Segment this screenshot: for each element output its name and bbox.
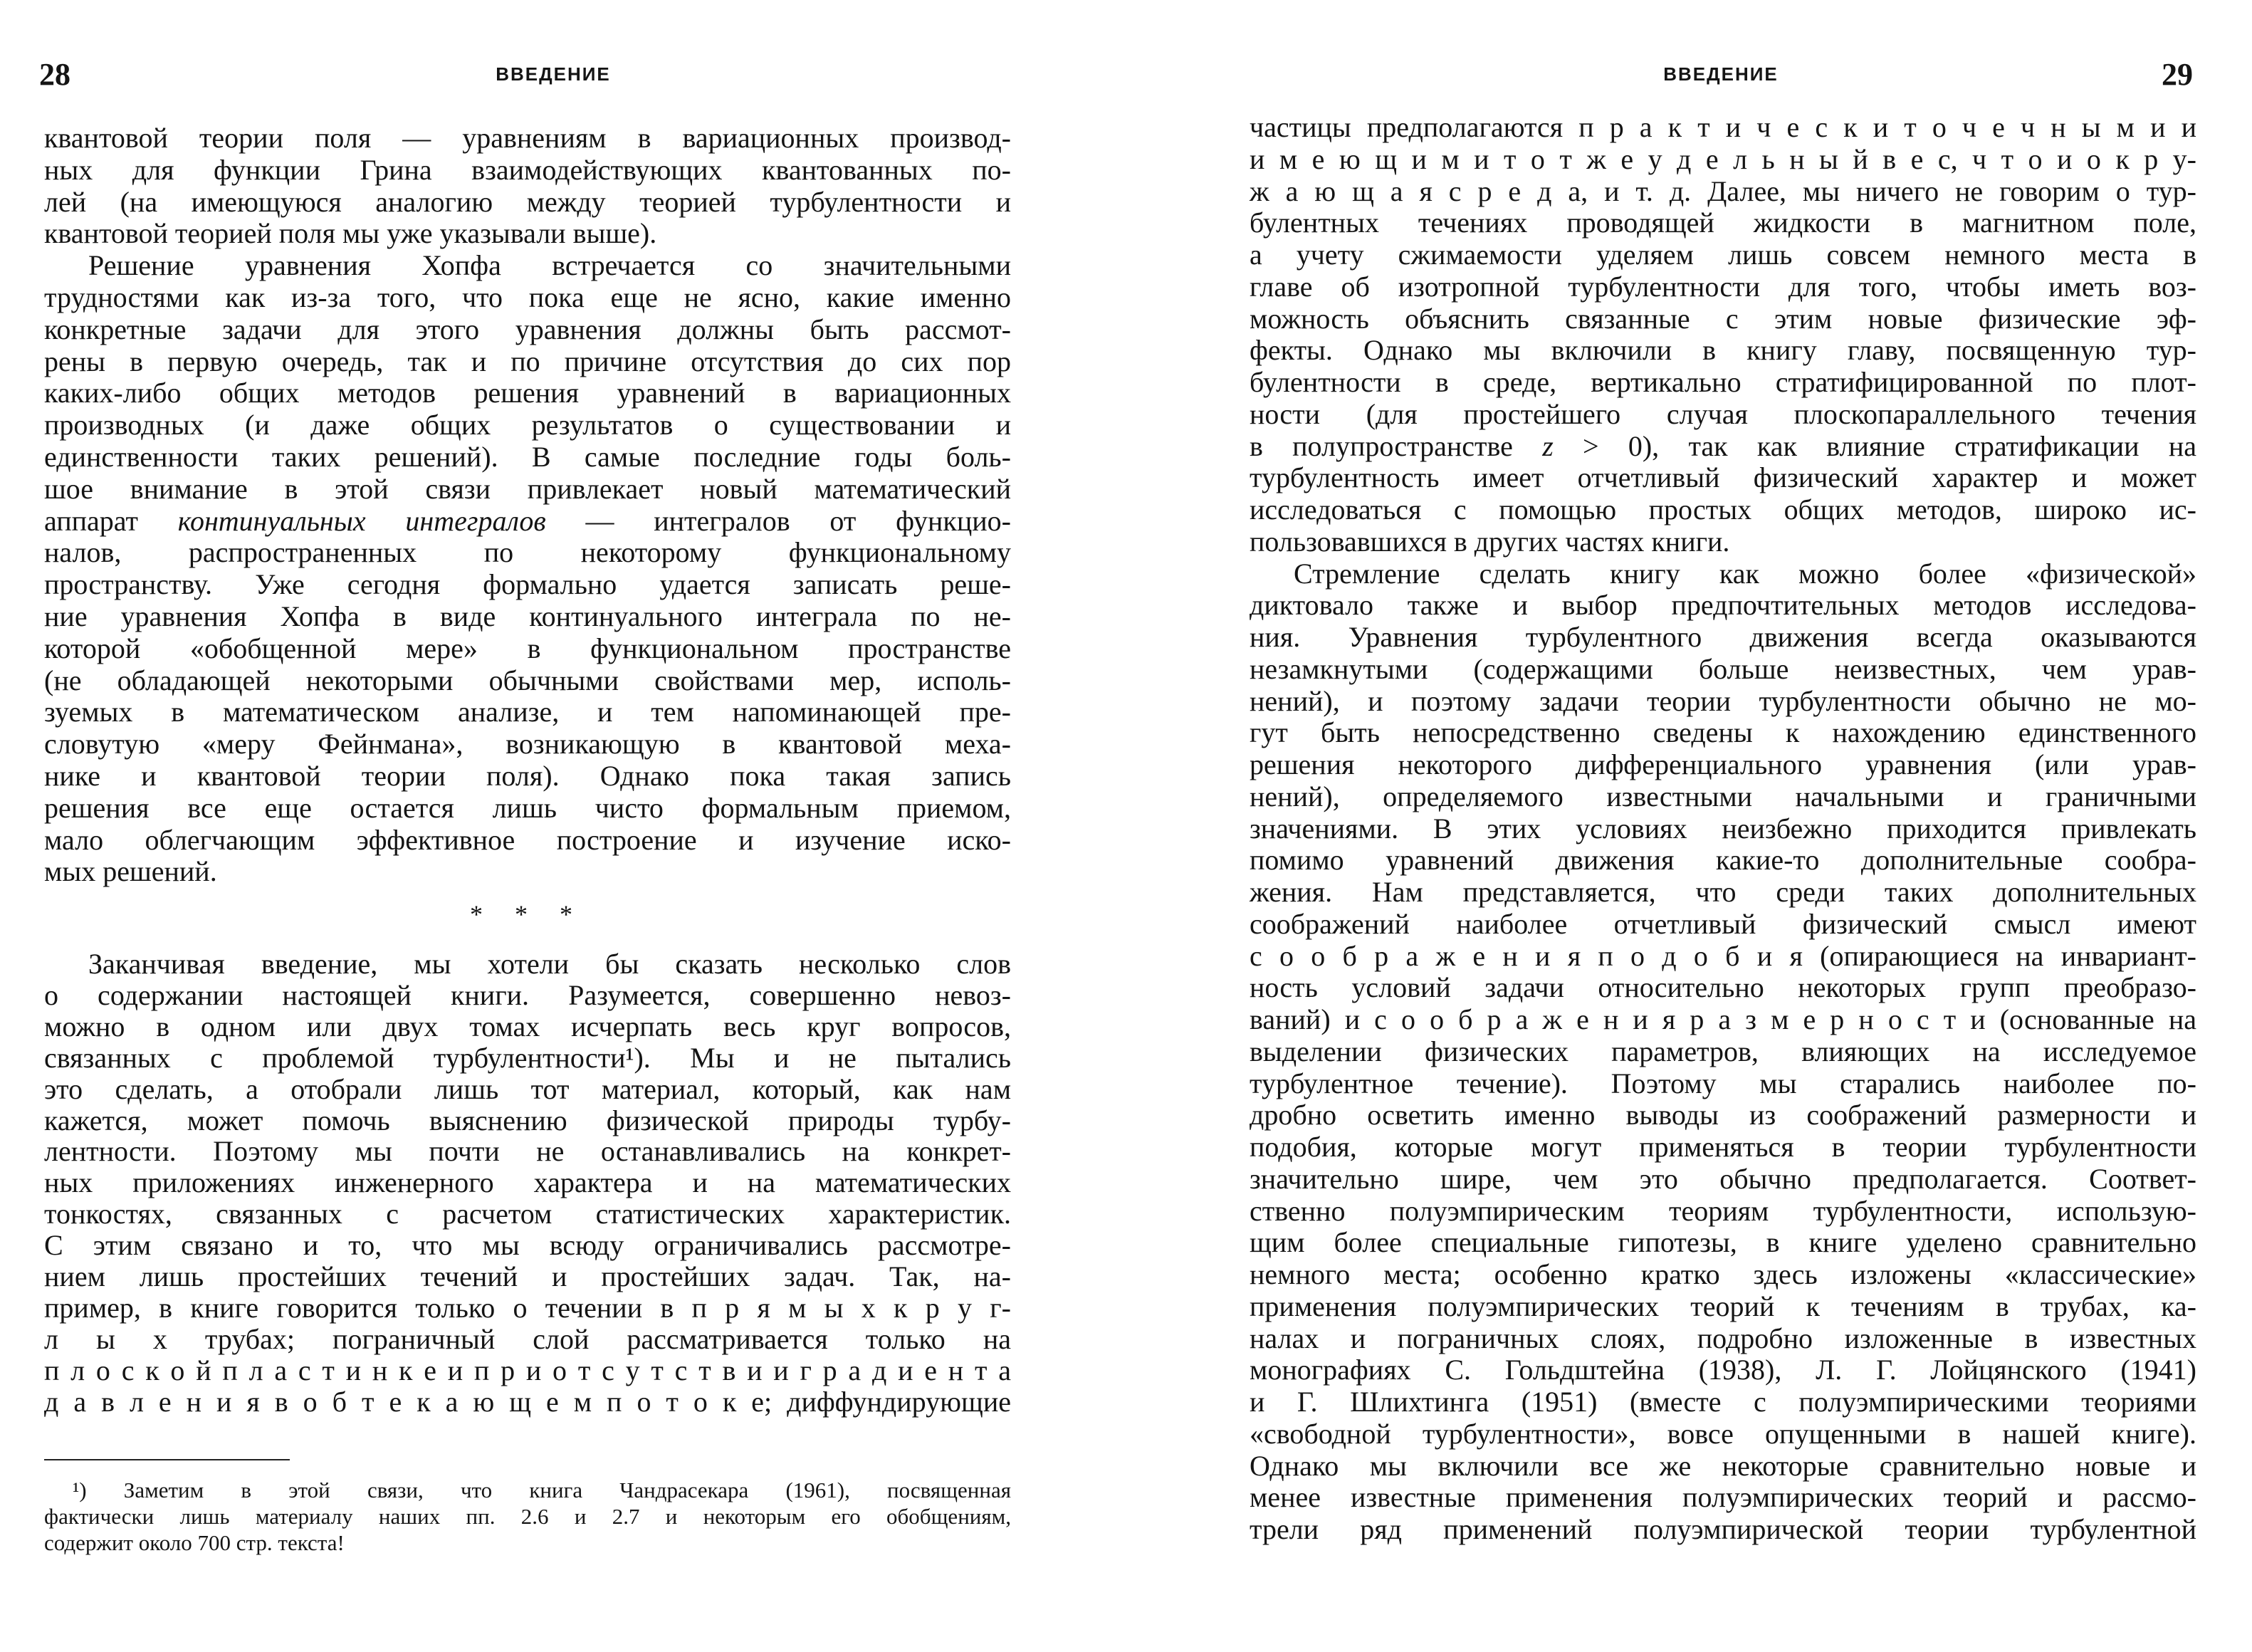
text-segment: — интегралов от функцио- <box>545 504 1011 537</box>
text-line: которой «обобщенной мере» в функциональном пространстве <box>44 632 1011 664</box>
text-line: о содержании настоящей книги. Разумеется, совершенно невоз- <box>44 978 1011 1011</box>
text-line: ваний) и с о о б р а ж е н и я р а з м е р н о с т и (основанные на <box>1250 1003 2196 1035</box>
text-line: л ы х трубах; пограничный слой рассматривается только на <box>44 1322 1011 1355</box>
text-line: конкретные задачи для этого уравнения должны быть рассмот- <box>44 313 1011 345</box>
text-line: монографиях С. Гольдштейна (1938), Л. Г. Лойцянского (1941) <box>1250 1354 2196 1386</box>
text-line: шое внимание в этой связи привлекает новый математический <box>44 472 1011 505</box>
running-head: ВВЕДЕНИЕ <box>496 63 611 85</box>
text-line: налов, распространенных по некоторому функциональному <box>44 536 1011 569</box>
text-line: и Г. Шлихтинга (1951) (вместе с полуэмпирическими теориями <box>1250 1386 2196 1418</box>
text-line: применения полуэмпирических теорий к течениям в трубах, ка- <box>1250 1290 2196 1322</box>
text-line: частицы предполагаются п р а к т и ч е с к и т о ч е ч н ы м и и <box>1250 111 2196 143</box>
text-line: можность объяснить связанные с этим новые физические эф- <box>1250 302 2196 335</box>
footnote <box>44 0 1011 1652</box>
running-head: ВВЕДЕНИЕ <box>1663 63 1779 85</box>
text-line: производных (и даже общих результатов о существовании и <box>44 409 1011 441</box>
text-line: тонкостях, связанных с расчетом статистических характеристик. <box>44 1198 1011 1230</box>
text-line: пользовавшихся в других частях книги. <box>1250 525 1730 558</box>
text-line: дробно осветить именно выводы из соображений размерности и <box>1250 1099 2196 1131</box>
text-line: пространству. Уже сегодня формально удается записать реше- <box>44 568 1011 601</box>
text-line: д а в л е н и я в о б т е к а ю щ е м п о т о к е; диффундирующие <box>44 1385 1011 1418</box>
text-line: единственности таких решений). В самые последние годы боль- <box>44 441 1011 473</box>
text-line: главе об изотропной турбулентности для того, чтобы иметь воз- <box>1250 270 2196 303</box>
text-line: с о о б р а ж е н и я п о д о б и я (опирающиеся на инвариант- <box>1250 939 2196 972</box>
text-line: ственно полуэмпирическим теориям турбулентности, использую- <box>1250 1194 2196 1227</box>
right-text-column <box>1250 0 2196 1652</box>
italic-term: z <box>1542 429 1554 462</box>
footnote-line: фактически лишь материалу наших пп. 2.6 и 2.7 и некоторым его обобщениям, <box>44 1504 1011 1529</box>
text-line: булентных течениях проводящей жидкости в магнитном поле, <box>1250 206 2196 239</box>
text-line: словутую «меру Фейнмана», возникающую в квантовой меха- <box>44 728 1011 760</box>
text-line: С этим связано и то, что мы всюду ограничивались рассмотре- <box>44 1229 1011 1262</box>
text-line: лентности. Поэтому мы почти не останавливались на конкрет- <box>44 1135 1011 1168</box>
text-line: булентности в среде, вертикально стратифицированной по плот- <box>1250 366 2196 398</box>
text-line <box>1250 430 2196 462</box>
text-line: решения все еще остается лишь чисто формальным приемом, <box>44 791 1011 824</box>
footnote-line: содержит около 700 стр. текста! <box>44 1530 345 1555</box>
text-line: подобия, которые могут применяться в теории турбулентности <box>1250 1131 2196 1163</box>
text-line: кажется, может помочь выяснению физической природы турбу- <box>44 1104 1011 1136</box>
text-line: Однако мы включили все же некоторые сравнительно новые и <box>1250 1449 2196 1482</box>
text-line: пример, в книге говорится только о течении в п р я м ы х к р у г- <box>44 1291 1011 1324</box>
footnote-line: ¹) Заметим в этой связи, что книга Чандрасекара (1961), посвященная <box>73 1478 1011 1502</box>
text-line: трели ряд применений полуэмпирической теории турбулентной <box>1250 1513 2196 1545</box>
text-line: связанных с проблемой турбулентности¹). Мы и не пытались <box>44 1041 1011 1074</box>
text-line: рены в первую очередь, так и по причине отсутствия до сих пор <box>44 345 1011 377</box>
text-line: зуемых в математическом анализе, и тем напоминающей пре- <box>44 696 1011 728</box>
text-segment: аппарат <box>44 504 178 537</box>
text-line: фекты. Однако мы включили в книгу главу, посвященную тур- <box>1250 334 2196 367</box>
text-line: нием лишь простейших течений и простейших задач. Так, на- <box>44 1260 1011 1292</box>
text-line: (не обладающей некоторыми обычными свойствами мер, исполь- <box>44 664 1011 696</box>
text-line: «свободной турбулентности», вовсе опущенными в нашей книге). <box>1250 1417 2196 1450</box>
text-line: соображений наиболее отчетливый физический смысл имеют <box>1250 907 2196 940</box>
text-line: турбулентное течение). Поэтому мы старались наиболее по- <box>1250 1067 2196 1099</box>
text-line: квантовой теорией поля мы уже указывали выше). <box>44 217 657 250</box>
text-line: Заканчивая введение, мы хотели бы сказать несколько слов <box>88 948 1011 980</box>
text-line: Решение уравнения Хопфа встречается со значительными <box>88 249 1011 282</box>
page-number: 28 <box>39 57 70 92</box>
text-line: каких-либо общих методов решения уравнений в вариационных <box>44 377 1011 409</box>
text-line: мало облегчающим эффективное построение и изучение иско- <box>44 823 1011 856</box>
text-line: ных для функции Грина взаимодействующих квантованных по- <box>44 153 1011 186</box>
text-line: гут быть непосредственно сведены к нахождению единственного <box>1250 716 2196 749</box>
text-line: решения некоторого дифференциального уравнения (или урав- <box>1250 748 2196 780</box>
text-line: ность условий задачи относительно некоторых групп преобразо- <box>1250 971 2196 1004</box>
text-line: нике и квантовой теории поля). Однако пока такая запись <box>44 760 1011 792</box>
text-line: незамкнутыми (содержащими больше неизвестных, чем урав- <box>1250 652 2196 685</box>
text-line: трудностями как из-за того, что пока еще не ясно, какие именно <box>44 281 1011 313</box>
text-line: исследоваться с помощью простых общих методов, широко ис- <box>1250 493 2196 526</box>
text-line: значениями. В этих условиях неизбежно приходится привлекать <box>1250 812 2196 845</box>
text-line: мых решений. <box>44 855 217 888</box>
text-line: жения. Нам представляется, что среди таких дополнительных <box>1250 876 2196 908</box>
text-line: нений), и поэтому задачи теории турбулентности обычно не мо- <box>1250 684 2196 717</box>
text-line: менее известные применения полуэмпирических теорий и рассмо- <box>1250 1481 2196 1514</box>
text-segment: в полупространстве <box>1250 429 1543 462</box>
text-line: нений), определяемого известными начальными и граничными <box>1250 780 2196 812</box>
text-line: это сделать, а отобрали лишь тот материал, который, как нам <box>44 1072 1011 1105</box>
text-line: квантовой теории поля — уравнениям в вариационных производ- <box>44 122 1011 154</box>
text-line: диктовало также и выбор предпочтительных методов исследова- <box>1250 589 2196 622</box>
text-line: налах и пограничных слоях, подробно изложенные в известных <box>1250 1322 2196 1354</box>
italic-term: континуальных интегралов <box>177 504 546 537</box>
text-line: значительно шире, чем это обычно предполагается. Соответ- <box>1250 1162 2196 1195</box>
text-line: лей (на имеющуюся аналогию между теорией турбулентности и <box>44 185 1011 218</box>
text-line: и м е ю щ и м и т о т ж е у д е л ь н ы й в е с, ч т о и о к р у- <box>1250 142 2196 175</box>
text-line: а учету сжимаемости уделяем лишь совсем немного места в <box>1250 239 2196 271</box>
text-line: Стремление сделать книгу как можно более «физической» <box>1294 557 2196 590</box>
text-line: ния. Уравнения турбулентного движения всегда оказываются <box>1250 621 2196 653</box>
text-line: ние уравнения Хопфа в виде континуального интеграла по не- <box>44 600 1011 632</box>
text-line: ж а ю щ а я с р е д а, и т. д. Далее, мы ничего не говорим о тур- <box>1250 174 2196 207</box>
text-line: ности (для простейшего случая плоскопараллельного течения <box>1250 397 2196 430</box>
text-line: ных приложениях инженерного характера и на математических <box>44 1166 1011 1199</box>
section-separator: * * * <box>470 900 585 929</box>
text-segment: > 0), так как влияние стратификации на <box>1553 429 2196 462</box>
text-line: п л о с к о й п л а с т и н к е и п р и о т с у т с т в и и г р а д и е н т а <box>44 1354 1011 1386</box>
text-line: щим более специальные гипотезы, в книге уделено сравнительно <box>1250 1226 2196 1259</box>
page-number: 29 <box>2162 57 2193 92</box>
text-line: немного места; особенно кратко здесь изложены «классические» <box>1250 1258 2196 1290</box>
text-line: турбулентность имеет отчетливый физический характер и может <box>1250 461 2196 494</box>
text-line: помимо уравнений движения какие-то дополнительные сообра- <box>1250 844 2196 877</box>
text-line: выделении физических параметров, влияющих на исследуемое <box>1250 1035 2196 1067</box>
text-line: можно в одном или двух томах исчерпать весь круг вопросов, <box>44 1010 1011 1042</box>
